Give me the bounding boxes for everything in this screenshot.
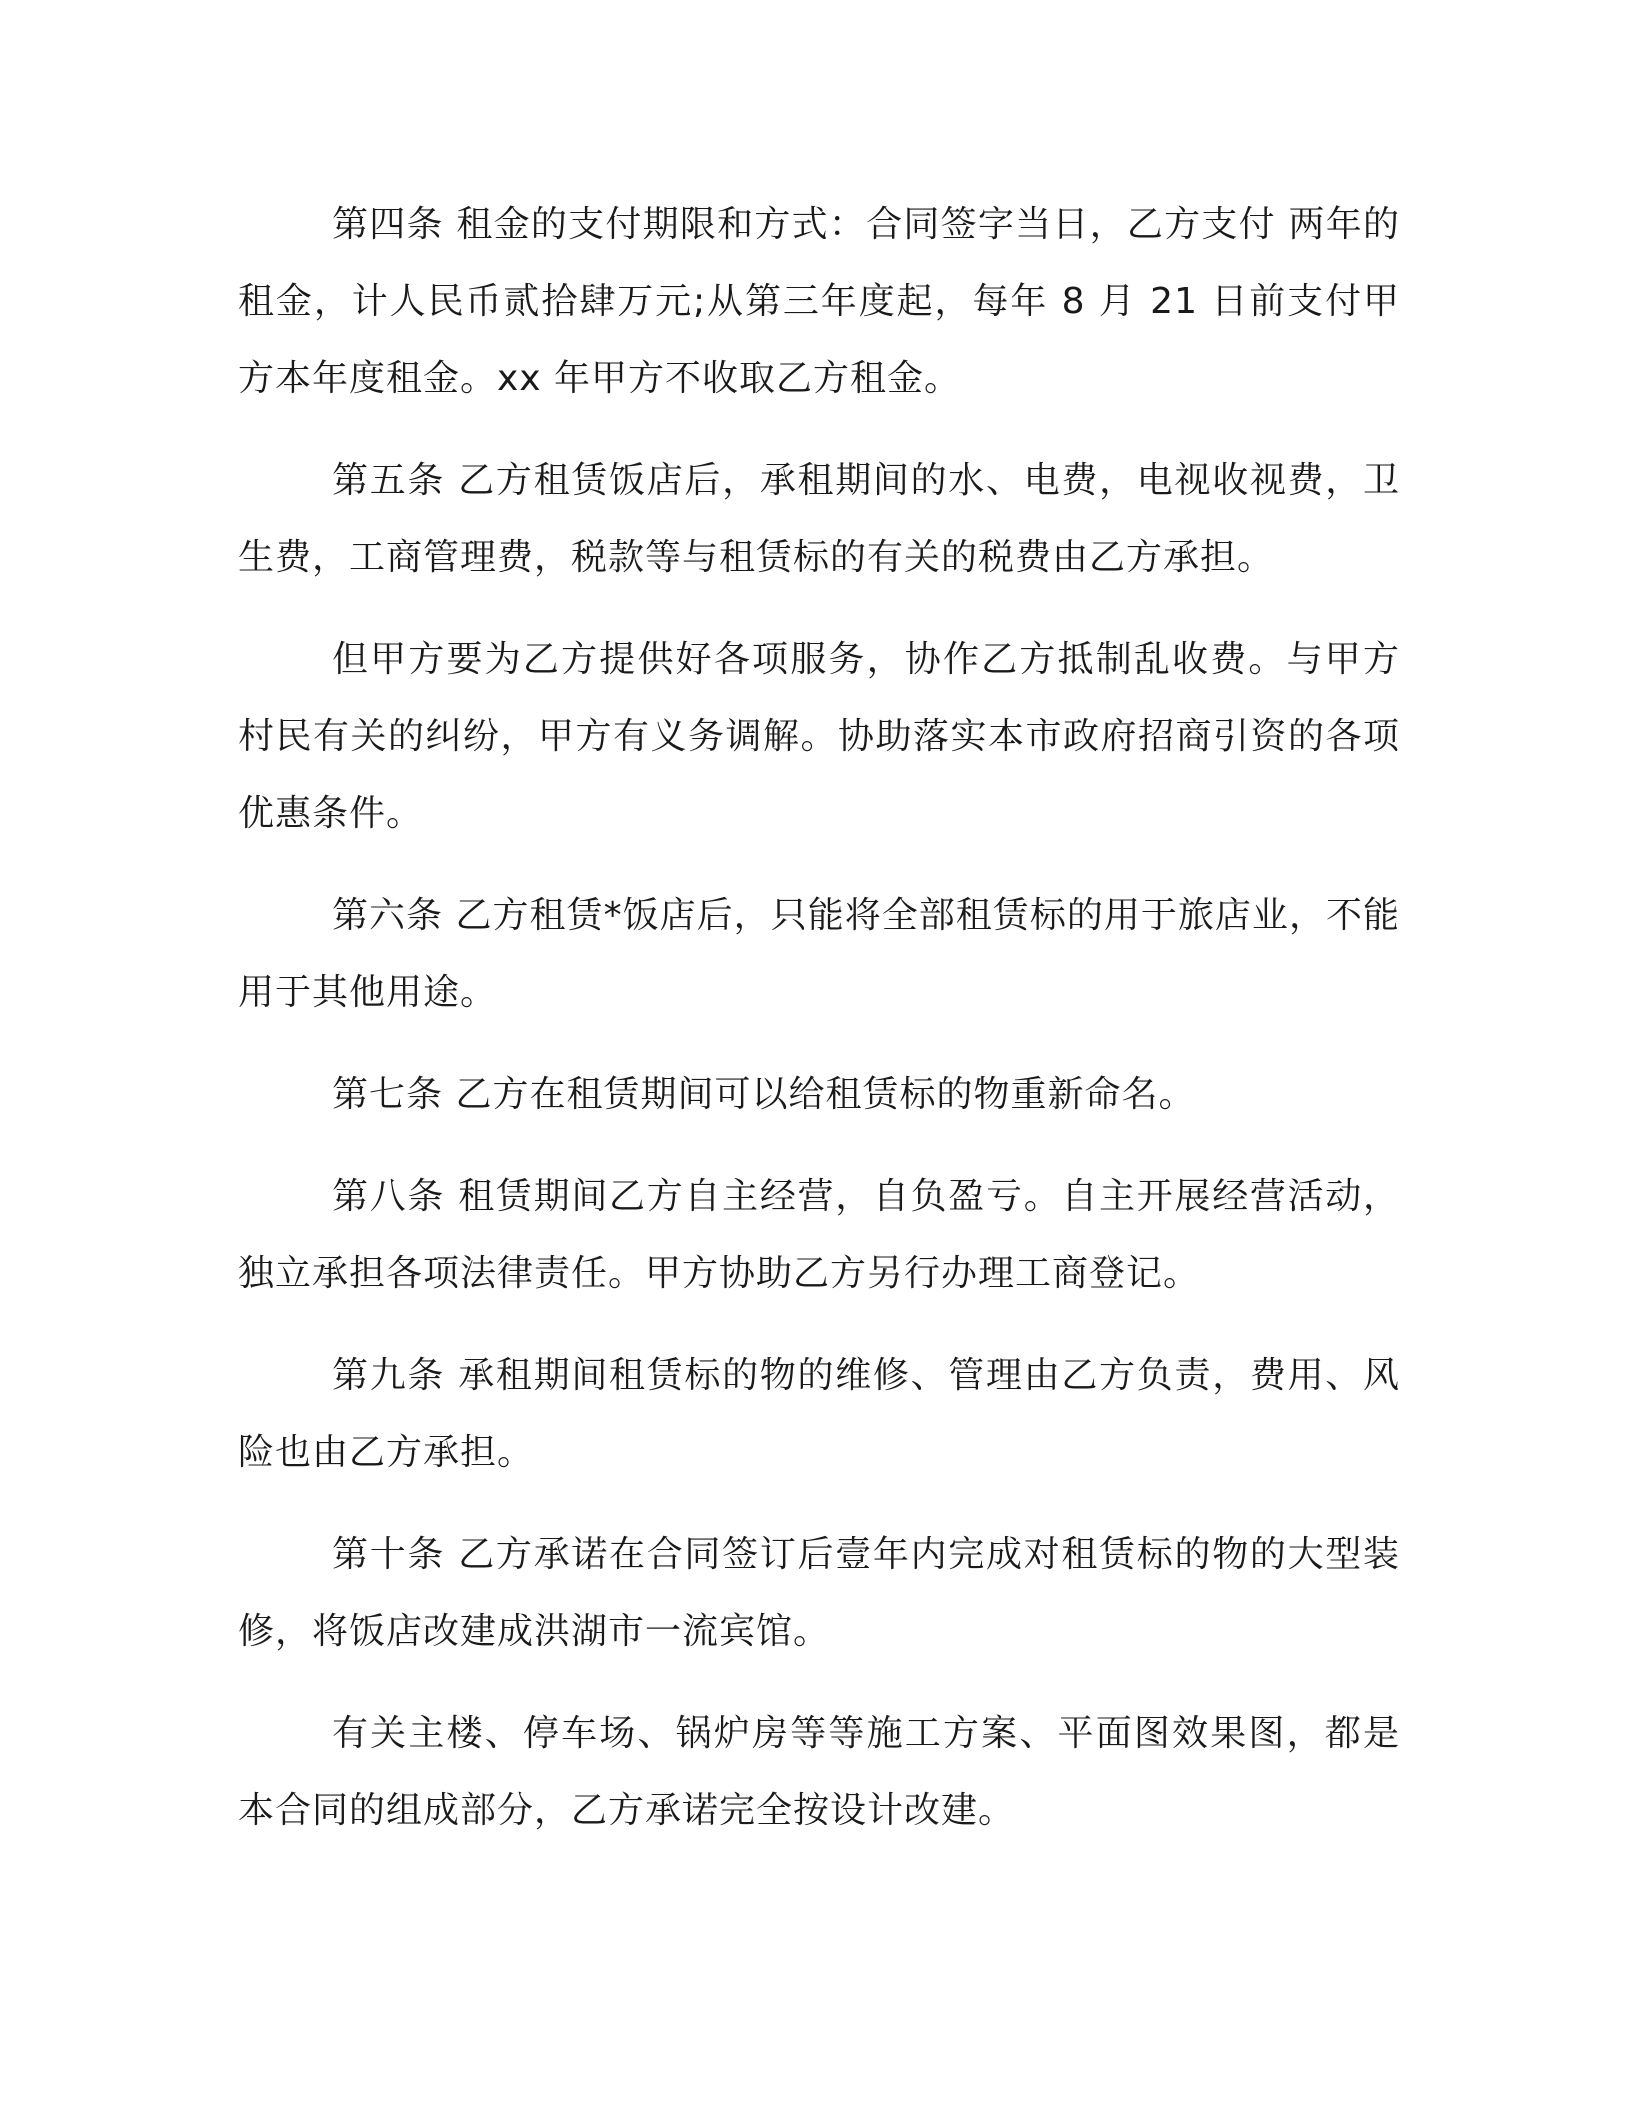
paragraph-article-6: 第六条 乙方租赁*饭店后，只能将全部租赁标的用于旅店业，不能用于其他用途。 <box>238 895 1400 1013</box>
paragraph-construction-plans: 有关主楼、停车场、锅炉房等等施工方案、平面图效果图，都是本合同的组成部分，乙方承诺完全按设计改建。 <box>238 1713 1400 1831</box>
paragraph-article-8: 第八条 租赁期间乙方自主经营，自负盈亏。自主开展经营活动，独立承担各项法律责任。甲方协助乙方另行办理工商登记。 <box>238 1176 1400 1294</box>
paragraph-article-10: 第十条 乙方承诺在合同签订后壹年内完成对租赁标的物的大型装修，将饭店改建成洪湖市一流宾馆。 <box>238 1534 1400 1652</box>
paragraph-article-4: 第四条 租金的支付期限和方式：合同签字当日，乙方支付 两年的租金，计人民币贰拾肆万元;从第三年度起，每年 8 月 21 日前支付甲方本年度租金。xx 年甲方不收取乙方租金。 <box>238 204 1400 399</box>
paragraph-service-obligations: 但甲方要为乙方提供好各项服务，协作乙方抵制乱收费。与甲方村民有关的纠纷，甲方有义务调解。协助落实本市政府招商引资的各项优惠条件。 <box>238 639 1400 834</box>
document-body <box>238 186 1400 1874</box>
paragraph-article-7: 第七条 乙方在租赁期间可以给租赁标的物重新命名。 <box>332 1074 1196 1115</box>
paragraph-article-5: 第五条 乙方租赁饭店后，承租期间的水、电费，电视收视费，卫生费，工商管理费，税款等与租赁标的有关的税费由乙方承担。 <box>238 460 1400 578</box>
paragraph-article-9: 第九条 承租期间租赁标的物的维修、管理由乙方负责，费用、风险也由乙方承担。 <box>238 1355 1400 1473</box>
